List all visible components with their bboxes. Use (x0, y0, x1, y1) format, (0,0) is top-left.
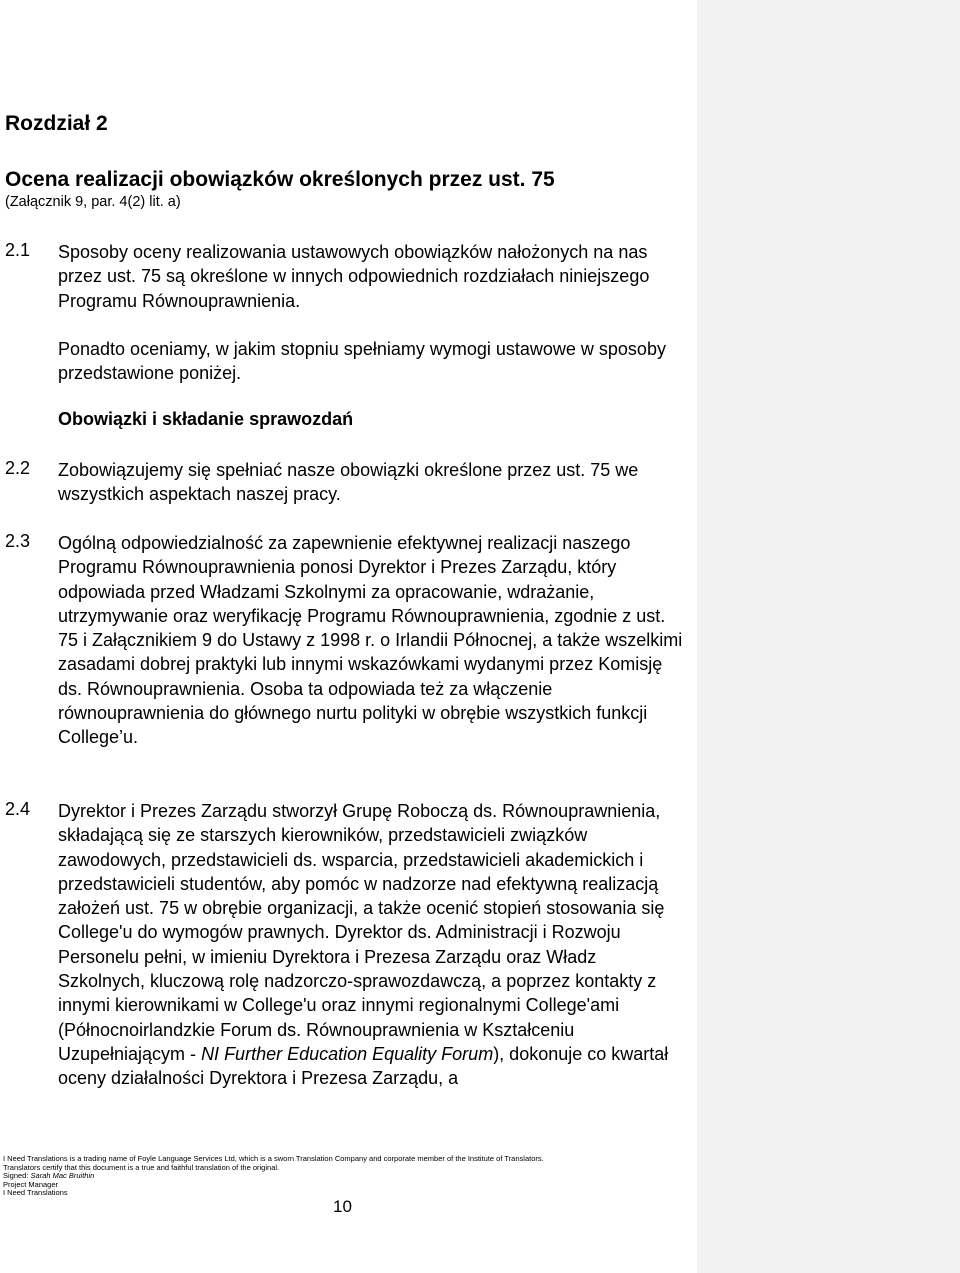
chapter-heading: Rozdział 2 (5, 112, 108, 135)
page-number: 10 (333, 1197, 352, 1216)
item-number: 2.1 (5, 240, 31, 260)
section-title: Ocena realizacji obowiązków określonych przez ust. 75 (5, 168, 555, 191)
signer-name: Sarah Mac Bruithin (30, 1171, 95, 1181)
item-number: 2.2 (5, 458, 31, 478)
forum-name-italic: NI Further Education Equality Forum (201, 1043, 494, 1064)
footer-company: I Need Translations (3, 1188, 68, 1198)
paragraph-2-3: Ogólną odpowiedzialność za zapewnienie efektywnej realizacji naszego Programu Równouprawnienia ponosi Dyrektor i Prezes Zarządu, który odpowiada przed Władzami Szkolnymi za opracowanie, wdrażanie, utrzymywanie oraz weryfikację Programu Równouprawnienia, zgodnie z ust. 75 i Załącznikiem 9 do Ustawy z 1998 r. o Irlandii Północnej, a także wszelkimi zasadami dobrej praktyki lub innymi wskazówkami wydanymi przez Komisję ds. Równouprawnienia. Osoba ta odpowiada też za włączenie równouprawnienia do głównego nurtu polityki w obrębie wszystkich funkcji College’u. (58, 533, 683, 748)
paragraph-2-2: Zobowiązujemy się spełniać nasze obowiązki określone przez ust. 75 we wszystkich aspektach naszej pracy. (58, 460, 639, 505)
section-subtitle: (Załącznik 9, par. 4(2) lit. a) (5, 194, 181, 210)
footer-signature (3, 1172, 683, 1181)
signed-label: Signed: (3, 1171, 31, 1181)
paragraph-2-1: Sposoby oceny realizowania ustawowych obowiązków nałożonych na nas przez ust. 75 są określone w innych odpowiednich rozdziałach niniejszego Programu Równouprawnienia. (58, 242, 650, 311)
subsection-heading: Obowiązki i składanie sprawozdań (58, 409, 354, 429)
paragraph-2-4 (58, 799, 688, 1091)
footer (3, 1155, 683, 1198)
item-number: 2.3 (5, 531, 31, 551)
paragraph-2-1-continued: Ponadto oceniamy, w jakim stopniu spełniamy wymogi ustawowe w sposoby przedstawione poniżej. (58, 339, 666, 384)
footer-company-note: I Need Translations is a trading name of Foyle Language Services Ltd, which is a sworn Translation Company and corporate member of the Institute of Translators. (3, 1154, 544, 1163)
item-number: 2.4 (5, 799, 31, 819)
paragraph-2-4-tail: ), dokonuje co kwartał oceny działalności Dyrektora i Prezesa Zarządu, a (58, 1043, 669, 1089)
footer-certification: Translators certify that this document is a true and faithful translation of the original. (3, 1162, 280, 1172)
footer-role: Project Manager (3, 1179, 59, 1189)
paragraph-2-4-text: Dyrektor i Prezes Zarządu stworzył Grupę Roboczą ds. Równouprawnienia, składającą się ze starszych kierowników, przedstawicieli związków zawodowych, przedstawicieli ds. wsparcia, przedstawicieli akademickich i przedstawicieli studentów, aby pomóc w nadzorze nad efektywną realizacją założeń ust. 75 w obrębie organizacji, a także ocenić stopień stosowania się College'u do wymogów prawnych. Dyrektor ds. Administracji i Rozwoju Personelu pełni, w imieniu Dyrektora i Prezesa Zarządu oraz Władz Szkolnych, kluczową rolę nadzorczo-sprawozdawczą, a poprzez kontakty z innymi kierownikami w College'u oraz innymi regionalnymi College'ami (Północnoirlandzkie Forum ds. Równouprawnienia w Kształceniu Uzupełniającym - (58, 801, 665, 1064)
comment-margin-panel (697, 0, 960, 1273)
